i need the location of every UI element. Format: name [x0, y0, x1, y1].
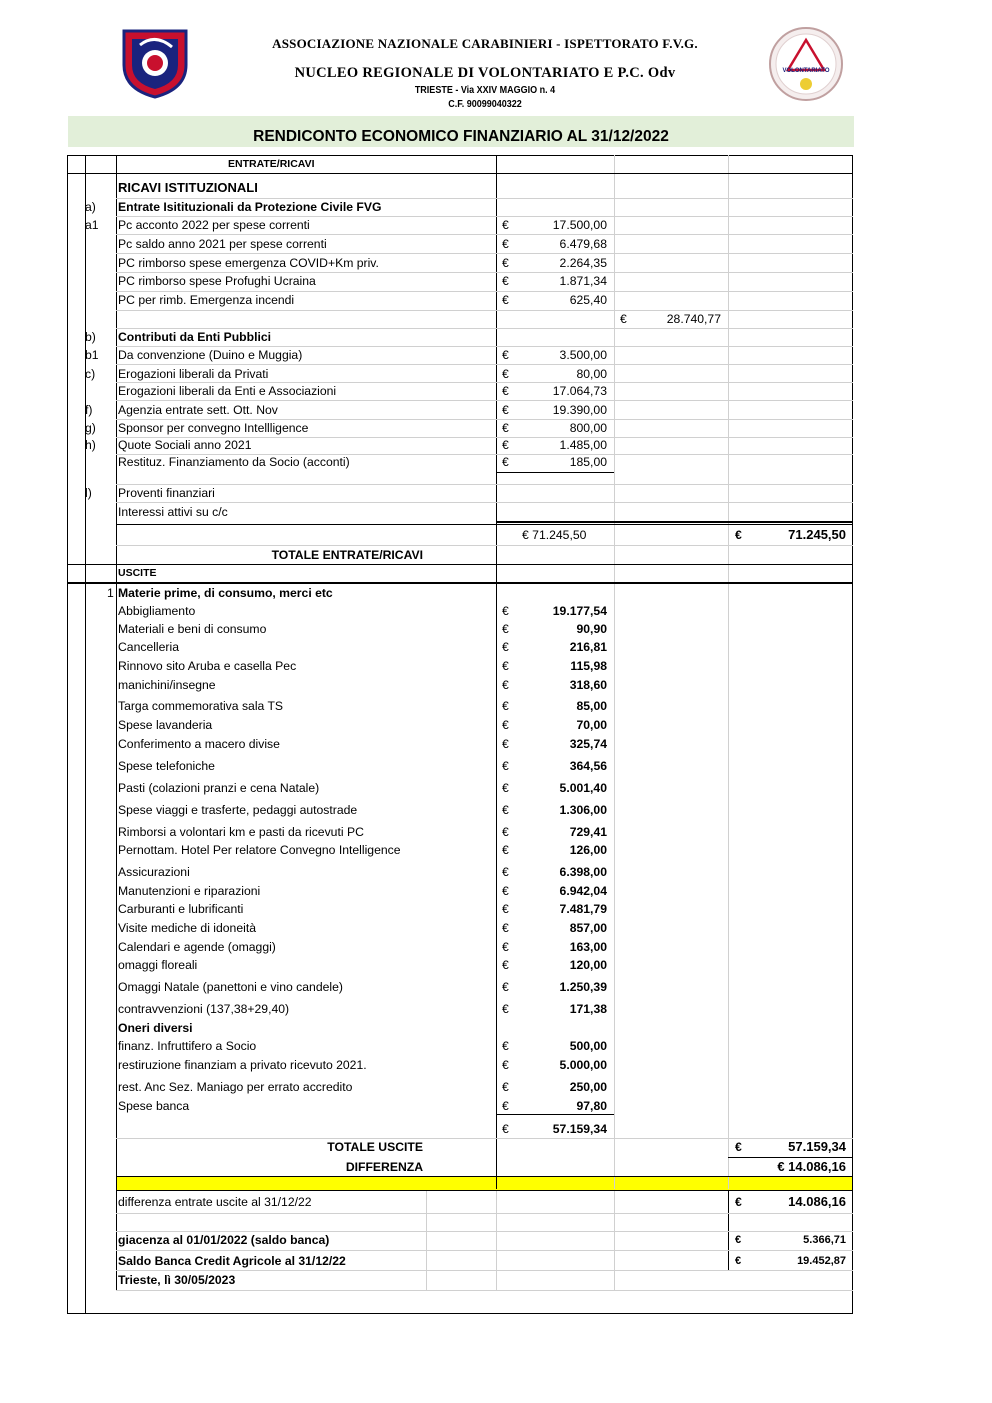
category-b-letter: b)	[85, 330, 96, 344]
association-name: ASSOCIAZIONE NAZIONALE CARABINIERI - ISPETTORATO F.V.G.	[272, 36, 698, 51]
expense-sum-row	[67, 1120, 853, 1138]
row-letter: a1	[85, 218, 99, 232]
category-a-letter: a)	[85, 200, 96, 214]
currency-symbol: €	[502, 843, 509, 857]
category-b-row	[67, 328, 853, 346]
currency-symbol: €	[502, 367, 509, 381]
row-letter: g)	[85, 421, 96, 435]
expense-row	[67, 863, 853, 881]
income-row	[67, 254, 853, 272]
giacenza-row	[67, 1231, 853, 1249]
expense-group-row	[67, 584, 853, 602]
row-description: Materiali e beni di consumo	[118, 622, 267, 636]
volontariato-logo	[768, 26, 844, 102]
expense-row	[67, 757, 853, 775]
subtotal-amount: 28.740,77	[666, 312, 721, 326]
expense-row	[67, 801, 853, 819]
saldo-amount: 19.452,87	[797, 1255, 846, 1267]
currency-symbol: €	[502, 622, 509, 636]
currency-symbol: €	[620, 312, 627, 326]
expense-row	[67, 1000, 853, 1018]
income-row	[67, 453, 853, 471]
currency-symbol: €	[735, 1255, 742, 1267]
expense-row	[67, 919, 853, 937]
row-description: Manutenzioni e riparazioni	[118, 884, 261, 898]
currency-symbol: €	[502, 274, 509, 288]
income-header-label: ENTRATE/RICAVI	[228, 158, 315, 170]
ricavi-title-row	[67, 179, 853, 197]
row-description: finanz. Infruttifero a Socio	[118, 1039, 257, 1053]
row-amount: 6.479,68	[559, 237, 607, 251]
oneri-title: Oneri diversi	[118, 1021, 193, 1035]
row-amount: 216,81	[569, 640, 607, 654]
row-amount: 5.000,00	[559, 1058, 607, 1072]
oneri-title-row	[67, 1019, 853, 1037]
row-description: PC rimborso spese Profughi Ucraina	[118, 274, 316, 288]
subtotal-row	[67, 310, 853, 328]
currency-symbol: €	[502, 640, 509, 654]
row-description: Abbigliamento	[118, 604, 196, 618]
difference-label: DIFFERENZA	[345, 1160, 423, 1174]
interest-row	[67, 503, 853, 521]
giacenza-amount: 5.366,71	[803, 1234, 846, 1246]
row-amount: 120,00	[569, 958, 607, 972]
row-amount: 19.390,00	[552, 403, 607, 417]
income-sum-mid: € 71.245,50	[522, 528, 587, 542]
saldo-row	[67, 1252, 853, 1270]
row-description: Targa commemorativa sala TS	[118, 699, 284, 713]
currency-symbol: €	[502, 293, 509, 307]
row-amount: 318,60	[569, 678, 607, 692]
row-amount: 500,00	[569, 1039, 607, 1053]
currency-symbol: €	[502, 902, 509, 916]
currency-symbol: €	[502, 699, 509, 713]
expense-sum-amount: 57.159,34	[552, 1122, 607, 1136]
currency-symbol: €	[735, 1195, 742, 1209]
expense-row	[67, 716, 853, 734]
row-amount: 625,40	[569, 293, 607, 307]
row-description: Rimborsi a volontari km e pasti da ricevuti PC	[118, 825, 364, 839]
nucleus-name: NUCLEO REGIONALE DI VOLONTARIATO E P.C. Odv	[294, 65, 676, 81]
category-b-title: Contributi da Enti Pubblici	[118, 330, 272, 344]
currency-symbol: €	[502, 403, 509, 417]
expense-row	[67, 1078, 853, 1096]
row-amount: 3.500,00	[559, 348, 607, 362]
income-row	[67, 272, 853, 290]
summary-difference-label: differenza entrate uscite al 31/12/22	[118, 1195, 312, 1209]
income-row	[67, 291, 853, 309]
row-amount: 857,00	[569, 921, 607, 935]
row-description: Spese telefoniche	[118, 759, 215, 773]
expense-row	[67, 938, 853, 956]
expense-row	[67, 638, 853, 656]
expense-row	[67, 978, 853, 996]
summary-difference-amount: 14.086,16	[788, 1194, 846, 1209]
income-row	[67, 365, 853, 383]
row-amount: 85,00	[576, 699, 607, 713]
currency-symbol: €	[502, 865, 509, 879]
currency-symbol: €	[502, 237, 509, 251]
row-amount: 1.306,00	[559, 803, 607, 817]
highlight-row	[116, 1177, 852, 1190]
difference-row	[67, 1158, 853, 1176]
income-row	[67, 216, 853, 234]
currency-symbol: €	[502, 1002, 509, 1016]
currency-symbol: €	[502, 737, 509, 751]
row-letter: b1	[85, 348, 99, 362]
expense-row	[67, 823, 853, 841]
row-description: Sponsor per convegno Intellligence	[118, 421, 309, 435]
currency-symbol: €	[735, 1234, 742, 1246]
row-amount: 800,00	[569, 421, 607, 435]
currency-symbol: €	[502, 604, 509, 618]
tax-code: C.F. 90099040322	[448, 99, 522, 110]
row-amount: 325,74	[569, 737, 607, 751]
row-description: Spese lavanderia	[118, 718, 213, 732]
income-row	[67, 235, 853, 253]
currency-symbol: €	[502, 678, 509, 692]
ricavi-title: RICAVI ISTITUZIONALI	[118, 180, 258, 195]
currency-symbol: €	[502, 1058, 509, 1072]
row-description: Carburanti e lubrificanti	[118, 902, 244, 916]
currency-symbol: €	[502, 348, 509, 362]
expense-group-number: 1	[107, 586, 114, 600]
expense-total-label: TOTALE USCITE	[327, 1140, 423, 1154]
carabinieri-logo	[118, 25, 192, 99]
currency-symbol: €	[502, 438, 509, 452]
volontariato-logo-text: VOLONTARIATO	[782, 68, 830, 74]
row-description: contravvenzioni (137,38+29,40)	[118, 1002, 290, 1016]
place-date-row	[67, 1271, 853, 1289]
income-section-header	[67, 155, 853, 173]
row-description: Rinnovo sito Aruba e casella Pec	[118, 659, 297, 673]
currency-symbol: €	[502, 421, 509, 435]
row-description: Da convenzione (Duino e Muggia)	[118, 348, 303, 362]
currency-symbol: €	[502, 940, 509, 954]
row-description: Calendari e agende (omaggi)	[118, 940, 276, 954]
row-description: Quote Sociali anno 2021	[118, 438, 252, 452]
row-amount: 163,00	[569, 940, 607, 954]
currency-symbol: €	[735, 1140, 742, 1154]
currency-symbol: €	[502, 980, 509, 994]
income-row	[67, 346, 853, 364]
row-amount: 171,38	[569, 1002, 607, 1016]
currency-symbol: €	[502, 921, 509, 935]
category-a-title: Entrate Isitituzionali da Protezione Civile FVG	[118, 200, 382, 214]
expenses-header-label: USCITE	[118, 567, 157, 579]
row-description: manichini/insegne	[118, 678, 216, 692]
currency-symbol: €	[502, 1080, 509, 1094]
row-description: Erogazioni liberali da Privati	[118, 367, 269, 381]
row-description: Omaggi Natale (panettoni e vino candele)	[118, 980, 343, 994]
currency-symbol: €	[502, 825, 509, 839]
row-description: Conferimento a macero divise	[118, 737, 280, 751]
row-amount: 364,56	[569, 759, 607, 773]
income-sum-row	[67, 526, 853, 544]
row-amount: 115,98	[570, 659, 607, 673]
income-row	[67, 436, 853, 454]
row-amount: 90,90	[576, 622, 607, 636]
income-total-label: TOTALE ENTRATE/RICAVI	[271, 548, 423, 562]
currency-symbol: €	[502, 803, 509, 817]
row-amount: 2.264,35	[559, 256, 607, 270]
currency-symbol: €	[502, 718, 509, 732]
currency-symbol: €	[502, 659, 509, 673]
expense-total-row	[67, 1138, 853, 1156]
row-amount: 729,41	[569, 825, 607, 839]
row-amount: 1.250,39	[559, 980, 607, 994]
income-row	[67, 401, 853, 419]
category-l-letter: l)	[85, 486, 92, 500]
row-amount: 17.064,73	[552, 384, 607, 398]
row-amount: 6.398,00	[559, 865, 607, 879]
income-total-amount: 71.245,50	[788, 527, 846, 542]
row-description: Spese viaggi e trasferte, pedaggi autostrade	[118, 803, 358, 817]
row-amount: 5.001,40	[559, 781, 607, 795]
row-description: PC rimborso spese emergenza COVID+Km priv.	[118, 256, 379, 270]
expense-row	[67, 735, 853, 753]
currency-symbol: €	[502, 384, 509, 398]
row-letter: f)	[85, 403, 93, 417]
currency-symbol: €	[502, 1099, 509, 1113]
currency-symbol: €	[502, 781, 509, 795]
row-amount: 1.485,00	[559, 438, 607, 452]
saldo-label: Saldo Banca Credit Agricole al 31/12/22	[118, 1254, 346, 1268]
row-description: Visite mediche di idoneità	[118, 921, 256, 935]
row-description: restiruzione finanziam a privato ricevuto 2021.	[118, 1058, 367, 1072]
expense-total-amount: 57.159,34	[788, 1139, 846, 1154]
row-description: Pasti (colazioni pranzi e cena Natale)	[118, 781, 320, 795]
row-description: Erogazioni liberali da Enti e Associazioni	[118, 384, 337, 398]
difference-amount: € 14.086,16	[777, 1159, 846, 1174]
row-amount: 70,00	[576, 718, 607, 732]
expense-row	[67, 697, 853, 715]
expense-row	[67, 620, 853, 638]
expense-row	[67, 1037, 853, 1055]
currency-symbol: €	[502, 759, 509, 773]
row-description: Spese banca	[118, 1099, 190, 1113]
row-amount: 185,00	[569, 455, 607, 469]
row-amount: 7.481,79	[559, 902, 607, 916]
currency-symbol: €	[502, 1122, 509, 1136]
expense-row	[67, 779, 853, 797]
row-amount: 17.500,00	[552, 218, 607, 232]
currency-symbol: €	[735, 528, 742, 542]
category-l-title: Proventi finanziari	[118, 486, 215, 500]
row-description: rest. Anc Sez. Maniago per errato accredito	[118, 1080, 353, 1094]
row-description: Cancelleria	[118, 640, 179, 654]
giacenza-label: giacenza al 01/01/2022 (saldo banca)	[118, 1233, 330, 1247]
currency-symbol: €	[502, 218, 509, 232]
currency-symbol: €	[502, 455, 509, 469]
row-description: Pc acconto 2022 per spese correnti	[118, 218, 310, 232]
report-title: RENDICONTO ECONOMICO FINANZIARIO AL 31/12/2022	[68, 116, 854, 147]
row-description: omaggi floreali	[118, 958, 198, 972]
expense-row	[67, 841, 853, 859]
expenses-section-header	[67, 564, 853, 582]
summary-difference-row	[67, 1193, 853, 1211]
row-amount: 19.177,54	[552, 604, 607, 618]
row-description: Pernottam. Hotel Per relatore Convegno Intelligence	[118, 843, 401, 857]
row-description: Restituz. Finanziamento da Socio (acconti)	[118, 455, 350, 469]
expense-row	[67, 657, 853, 675]
currency-symbol: €	[502, 884, 509, 898]
row-letter: c)	[85, 367, 96, 381]
expense-row	[67, 900, 853, 918]
row-amount: 80,00	[576, 367, 607, 381]
expense-row	[67, 676, 853, 694]
row-amount: 6.942,04	[559, 884, 607, 898]
row-description: Pc saldo anno 2021 per spese correnti	[118, 237, 327, 251]
category-l-row	[67, 484, 853, 502]
address: TRIESTE - Via XXIV MAGGIO n. 4	[414, 85, 556, 96]
expense-row	[67, 956, 853, 974]
income-row	[67, 419, 853, 437]
expense-group-title: Materie prime, di consumo, merci etc	[118, 586, 333, 600]
currency-symbol: €	[502, 1039, 509, 1053]
place-date: Trieste, lì 30/05/2023	[118, 1273, 236, 1287]
currency-symbol: €	[502, 958, 509, 972]
income-row	[67, 382, 853, 400]
row-amount: 250,00	[569, 1080, 607, 1094]
interest-label: Interessi attivi su c/c	[118, 505, 228, 519]
expense-row	[67, 882, 853, 900]
row-letter: h)	[85, 438, 96, 452]
expense-row	[67, 1056, 853, 1074]
row-description: Agenzia entrate sett. Ott. Nov	[118, 403, 278, 417]
row-amount: 97,80	[576, 1099, 607, 1113]
row-description: Assicurazioni	[118, 865, 190, 879]
expense-row	[67, 602, 853, 620]
expense-row	[67, 1097, 853, 1115]
currency-symbol: €	[502, 256, 509, 270]
category-a-row	[67, 198, 853, 216]
row-description: PC per rimb. Emergenza incendi	[118, 293, 295, 307]
income-total-row	[67, 546, 853, 564]
row-amount: 126,00	[569, 843, 607, 857]
row-amount: 1.871,34	[559, 274, 607, 288]
